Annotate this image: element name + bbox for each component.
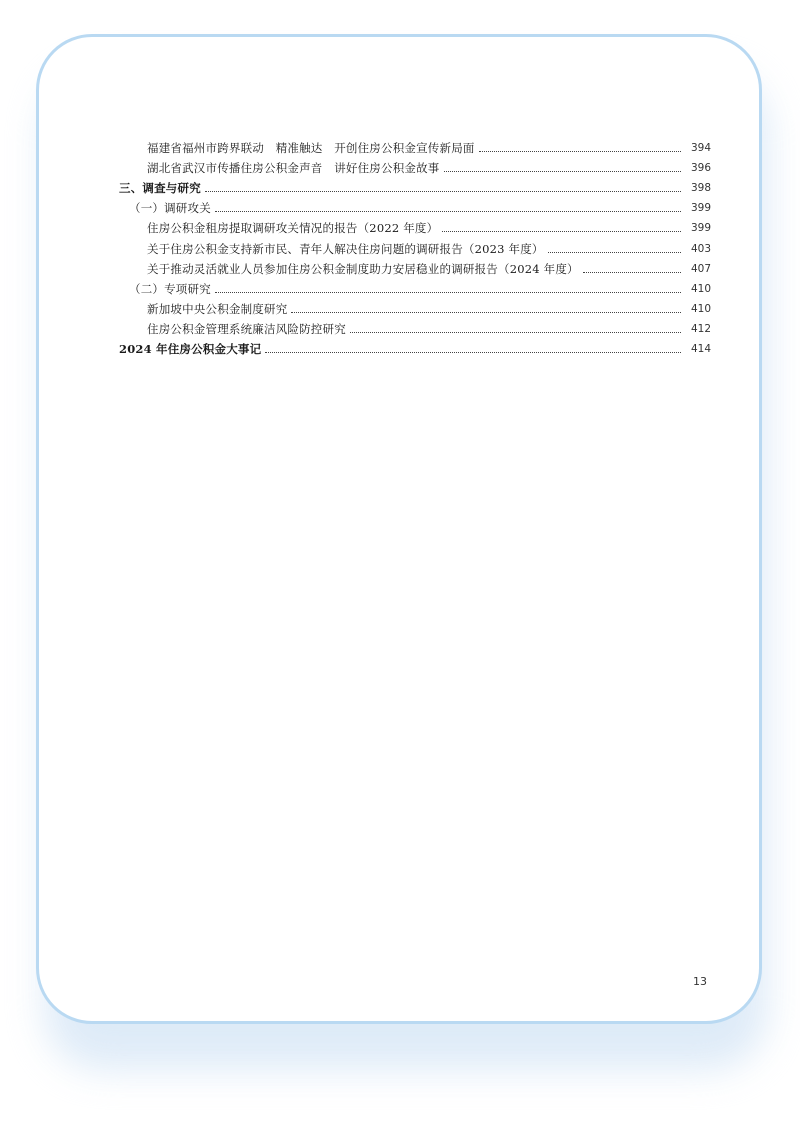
toc-entry-title: 福建省福州市跨界联动 精准触达 开创住房公积金宣传新局面: [147, 141, 475, 156]
toc-leader-dots: [350, 331, 681, 333]
toc-entry-page: 399: [690, 202, 711, 215]
toc-subsection[interactable]: [119, 279, 711, 299]
toc-entry-page: 403: [690, 242, 711, 255]
toc-entry-page: 410: [690, 302, 711, 315]
toc-entry-title: （二）专项研究: [129, 281, 211, 296]
toc-entry-title: 关于推动灵活就业人员参加住房公积金制度助力安居稳业的调研报告（2024 年度）: [147, 261, 579, 276]
toc-section-heading[interactable]: [119, 178, 711, 198]
toc-entry-title: 住房公积金管理系统廉洁风险防控研究: [147, 321, 346, 336]
toc-entry-title: 住房公积金租房提取调研攻关情况的报告（2022 年度）: [147, 221, 439, 236]
toc-entry-page: 414: [690, 342, 711, 355]
toc-entry[interactable]: [119, 299, 711, 319]
toc-entry-title: 湖北省武汉市传播住房公积金声音 讲好住房公积金故事: [147, 161, 440, 176]
toc-leader-dots: [583, 271, 681, 273]
toc-entry[interactable]: [119, 138, 711, 158]
toc-entry-page: 398: [690, 182, 711, 195]
toc-entry[interactable]: [119, 218, 711, 238]
toc-leader-dots: [215, 291, 681, 293]
toc-leader-dots: [548, 251, 681, 253]
page-number: 13: [693, 975, 707, 988]
toc-entry-page: 412: [690, 322, 711, 335]
toc-leader-dots: [265, 351, 681, 353]
toc-entry-title: 新加坡中央公积金制度研究: [147, 301, 288, 316]
toc-entry-title: 三、调查与研究: [119, 181, 201, 196]
toc-section-heading[interactable]: [119, 339, 711, 359]
toc-entry-title: 关于住房公积金支持新市民、青年人解决住房问题的调研报告（2023 年度）: [147, 241, 544, 256]
toc-entry-title: 2024 年住房公积金大事记: [119, 341, 262, 356]
document-page: [36, 34, 762, 1024]
toc-entry[interactable]: [119, 158, 711, 178]
toc-subsection[interactable]: [119, 198, 711, 218]
toc-entry-title: （一）调研攻关: [129, 201, 211, 216]
toc-entry-page: 396: [690, 162, 711, 175]
toc-entry-page: 410: [690, 282, 711, 295]
toc-leader-dots: [442, 230, 681, 232]
toc-entry[interactable]: [119, 259, 711, 279]
toc-entry[interactable]: [119, 319, 711, 339]
toc-entry[interactable]: [119, 238, 711, 258]
toc-leader-dots: [479, 150, 681, 152]
toc-entry-page: 399: [690, 222, 711, 235]
toc-leader-dots: [205, 190, 681, 192]
toc-leader-dots: [215, 210, 681, 212]
toc-entry-page: 394: [690, 142, 711, 155]
table-of-contents: [119, 138, 711, 359]
toc-entry-page: 407: [690, 262, 711, 275]
toc-leader-dots: [444, 170, 682, 172]
toc-leader-dots: [291, 311, 681, 313]
